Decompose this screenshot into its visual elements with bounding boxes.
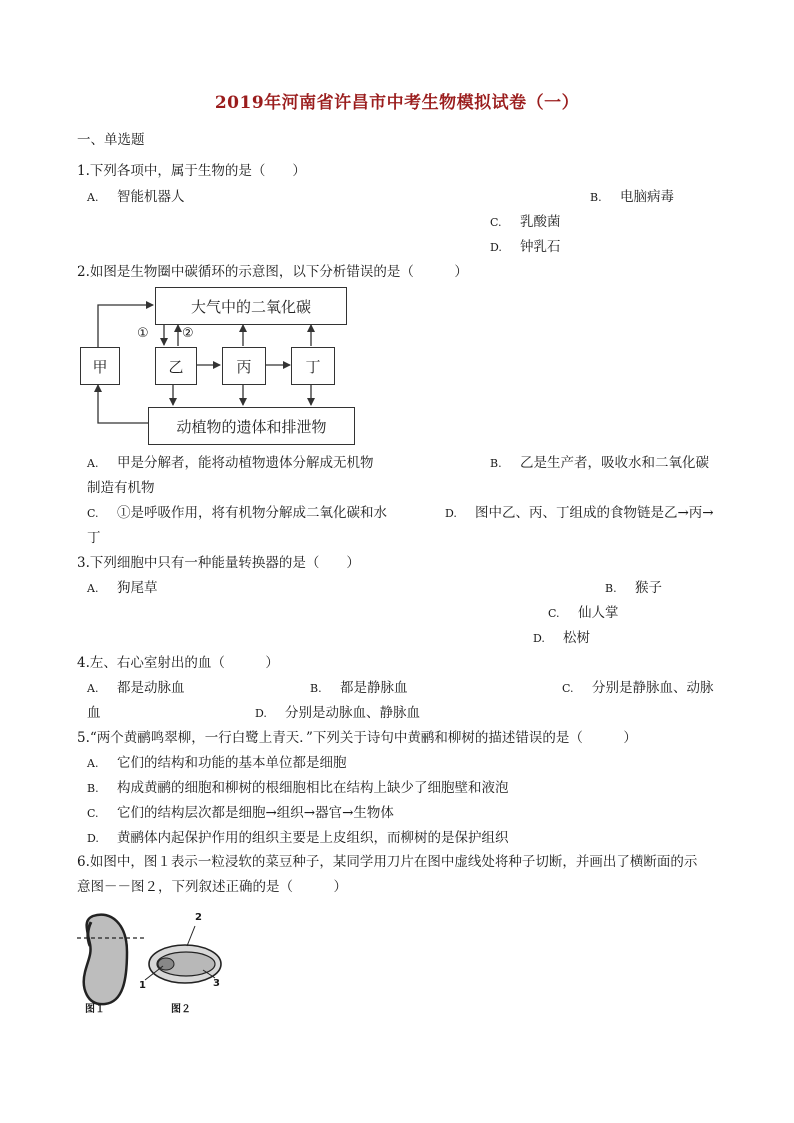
carbon-cycle-diagram <box>78 285 378 455</box>
option-text: 电脑病毒 <box>620 189 674 205</box>
q1-option-a[interactable] <box>87 188 185 207</box>
q5-stem: 5.“两个黄鹂鸣翠柳，一行白鹭上青天．”下列关于诗句中黄鹂和柳树的描述错误的是（ ） <box>77 730 637 746</box>
box-jia: 甲 <box>80 347 120 385</box>
option-text: 分别是动脉血、静脉血 <box>285 705 420 721</box>
q3-stem: 3.下列细胞中只有一种能量转换器的是（ ） <box>77 555 360 571</box>
option-text: 构成黄鹂的细胞和柳树的根细胞相比在结构上缺少了细胞壁和液泡 <box>117 780 509 796</box>
option-label: A. <box>87 457 99 470</box>
fig2-label-1: 1 <box>139 980 146 991</box>
q1-stem: 1.下列各项中，属于生物的是（ ） <box>77 163 306 179</box>
option-text: 都是动脉血 <box>117 680 185 696</box>
q2-option-c[interactable] <box>87 504 387 523</box>
option-label: A. <box>87 757 99 770</box>
q2-option-b-continued: 制造有机物 <box>87 480 155 496</box>
box-yi: 乙 <box>155 347 197 385</box>
q5-option-c[interactable] <box>87 804 394 823</box>
q3-option-a[interactable] <box>87 579 158 598</box>
label-mark-2: ② <box>182 326 194 341</box>
fig2-label-2: 2 <box>195 912 202 923</box>
option-text: 狗尾草 <box>117 580 158 596</box>
q3-option-d[interactable] <box>533 629 590 648</box>
section-heading: 一、单选题 <box>77 132 145 148</box>
option-text: 乳酸菌 <box>520 214 561 230</box>
seed-figure <box>75 908 235 1018</box>
q2-option-b[interactable] <box>490 454 709 473</box>
q1-option-b[interactable] <box>590 188 674 207</box>
q5-option-d[interactable] <box>87 829 509 848</box>
option-label: B. <box>310 682 322 695</box>
q4-option-b[interactable] <box>310 679 408 698</box>
option-label: C. <box>548 607 560 620</box>
q4-option-c-continued: 血 <box>87 705 101 721</box>
option-text: 它们的结构和功能的基本单位都是细胞 <box>117 755 347 771</box>
option-label: C. <box>87 507 99 520</box>
option-text: 分别是静脉血、动脉 <box>592 680 714 696</box>
option-text: 钟乳石 <box>520 239 561 255</box>
q4-option-a[interactable] <box>87 679 185 698</box>
option-label: B. <box>87 782 99 795</box>
option-label: C. <box>490 216 502 229</box>
option-text: 黄鹂体内起保护作用的组织主要是上皮组织，而柳树的是保护组织 <box>117 830 509 846</box>
option-label: B. <box>590 191 602 204</box>
option-text: 乙是生产者，吸收水和二氧化碳 <box>520 455 709 471</box>
q5-option-a[interactable] <box>87 754 347 773</box>
option-text: 智能机器人 <box>117 189 185 205</box>
fig2-caption: 图２ <box>171 1004 191 1015</box>
option-label: B. <box>490 457 502 470</box>
q3-option-b[interactable] <box>605 579 662 598</box>
q2-option-a[interactable] <box>87 454 374 473</box>
option-text: 松树 <box>563 630 590 646</box>
page-title: 2019年河南省许昌市中考生物模拟试卷（一） <box>214 93 580 113</box>
q1-option-c[interactable] <box>490 213 561 232</box>
q5-option-b[interactable] <box>87 779 509 798</box>
q1-option-d[interactable] <box>490 238 561 257</box>
option-text: 图中乙、丙、丁组成的食物链是乙→丙→ <box>475 505 714 521</box>
fig2-label-3: 3 <box>213 978 220 989</box>
q2-option-d-continued: 丁 <box>87 530 101 546</box>
option-text: 猴子 <box>635 580 662 596</box>
option-text: 它们的结构层次都是细胞→组织→器官→生物体 <box>117 805 394 821</box>
option-text: 都是静脉血 <box>340 680 408 696</box>
q2-option-d[interactable] <box>445 504 714 523</box>
option-label: A. <box>87 582 99 595</box>
label-mark-1: ① <box>137 326 149 341</box>
q4-option-d[interactable] <box>255 704 420 723</box>
remains-box: 动植物的遗体和排泄物 <box>148 407 355 445</box>
option-label: D. <box>445 507 457 520</box>
option-label: D. <box>533 632 545 645</box>
option-text: ①是呼吸作用，将有机物分解成二氧化碳和水 <box>117 505 387 521</box>
option-label: D. <box>87 832 99 845</box>
option-text: 仙人掌 <box>578 605 619 621</box>
option-label: D. <box>255 707 267 720</box>
option-label: C. <box>87 807 99 820</box>
q4-option-c[interactable] <box>562 679 714 698</box>
option-label: B. <box>605 582 617 595</box>
q2-stem: 2.如图是生物圈中碳循环的示意图，以下分析错误的是（ ） <box>77 264 468 280</box>
option-label: C. <box>562 682 574 695</box>
option-text: 甲是分解者，能将动植物遗体分解成无机物 <box>117 455 374 471</box>
option-label: A. <box>87 682 99 695</box>
option-label: A. <box>87 191 99 204</box>
q6-stem-line-1: 6.如图中，图１表示一粒浸软的菜豆种子，某同学用刀片在图中虚线处将种子切断，并画出了横断面的示 <box>77 854 698 870</box>
q3-option-c[interactable] <box>548 604 619 623</box>
q6-stem-line-2: 意图－－图２，下列叙述正确的是（ ） <box>77 879 347 895</box>
option-label: D. <box>490 241 502 254</box>
box-ding: 丁 <box>291 347 335 385</box>
box-bing: 丙 <box>222 347 266 385</box>
fig1-caption: 图１ <box>85 1004 105 1015</box>
q4-stem: 4.左、右心室射出的血（ ） <box>77 655 279 671</box>
atmosphere-co2-box: 大气中的二氧化碳 <box>155 287 347 325</box>
